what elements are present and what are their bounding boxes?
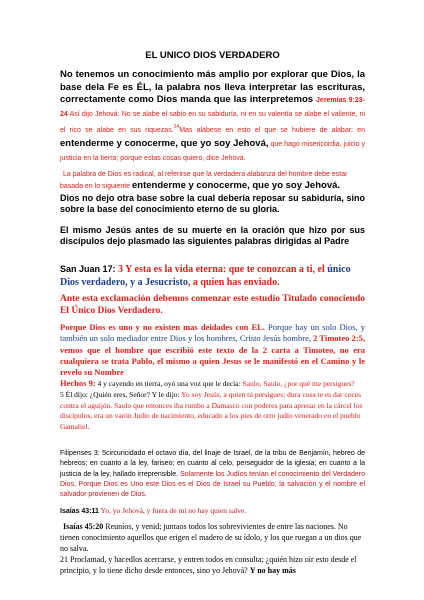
hechos-verse-4: 4 y cayendo en tierra, oyó una voz que le decía:	[95, 379, 243, 388]
hechos-voice: Saulo, Saulo, ¿por qué me persigues?	[242, 379, 355, 388]
intro-text: No tenemos un conocimiento más amplio por explorar que Dios, la base dela Fe es ÉL, la palabra nos lleva interpretar las escrituras, correctamente como Dios manda que las interpretemos	[60, 69, 365, 106]
hechos-jesus-reply: Yo soy Jesús, a quien tú persigues; dura cosa te es dar coces contra el aguijón. Saulo que entonces iba rumbo a Damasco con poderes para apresar en la cárcel los discípulos, era un varón Judío de nacimiento, educado a los pies de otro judío venerado en el pueblo Gamaliel.	[60, 389, 363, 432]
key-phrase: entenderme y conocerme, que yo soy Jehová,	[60, 138, 269, 150]
base-paragraph: Dios no dejo otra base sobre la cual debería reposar su sabiduría, sino sobre la base del conocimiento eterno de su gloria.	[60, 193, 365, 214]
verse-number: 24	[173, 124, 180, 131]
page-title: EL UNICO DIOS VERDADERO	[145, 50, 280, 61]
radical-paragraph	[60, 170, 365, 192]
isaias-43-paragraph	[60, 505, 365, 517]
filipenses-commentary: Solamente los Judíos tenían el conocimiento del Verdadero Dios, Porque Dios es Uno este Dios es el Dios de Israel su Pueblo, la salvación y el nombre el salvador provienen de Dios.	[60, 470, 365, 499]
isaias-45-continuation: Y no hay más	[249, 566, 296, 575]
radical-text: La palabra de Dios es radical, al referirse que la verdadera alabanza del hombre debe estar basada en lo siguiente	[60, 171, 348, 190]
hechos-paragraph	[60, 378, 365, 433]
intro-paragraph	[60, 69, 365, 165]
juan-paragraph	[60, 263, 365, 289]
radical-key-phrase: entenderme y conocerme, que yo soy Jehová.	[132, 179, 341, 191]
filipenses-paragraph	[60, 449, 365, 500]
hechos-verse-5: 5 Él dijo: ¿Quién eres, Señor? Y le dijo:	[60, 389, 182, 399]
juan-reference: San Juan 17:	[60, 264, 116, 274]
filipenses-verse: Filipenses 3: 5circuncidado el octavo día, del linaje de Israel, de la tribu de Benjamín, hebreo de hebreos; en cuanto a la ley, fariseo; en cuanto al celo, perseguidor de la iglesia; en cuanto a la justicia de la ley, hallado irreprensible.	[60, 450, 365, 478]
timoteo-verse: Porque hay un solo Dios, y también un solo mediador entre Dios y los hombres, Cristo Jesús hombre,	[60, 322, 365, 344]
isaias-43-reference: Isaías 43:11	[60, 508, 99, 515]
jeremias-reference: Jeremías 9:23-24	[60, 97, 365, 118]
study-intro: Ante esta exclamación debemos comenzar este estudio Titulado conociendo El Único Dios Verdadero.	[60, 294, 365, 316]
juan-highlight-god: único Dios verdadero	[60, 264, 351, 288]
hechos-reference: Hechos 9:	[60, 378, 96, 388]
juan-verse-text: Y esta es la vida eterna: que te conozcan a ti, el	[123, 264, 328, 275]
isaias-43-verse: Yo, yo Jehová, y fuera de mí no hay quien salve.	[98, 506, 247, 515]
one-god-statement: Porque Dios es uno y no existen mas deidades con EL.	[60, 322, 265, 332]
jeremias-verse-23: Así dijo Jehová: No se alabe el sabio en su sabiduría, ni en su valentía se alabe el valiente, ni el rico se alabe en sus riquezas.	[60, 110, 365, 135]
juan-verse-end: , a quien has enviado.	[187, 277, 280, 288]
timoteo-commentary: 2 Timoteo 2:5, vemos que el hombre que escribió este texto de la 2 carta a Timoteo, no era cualquiera se trata Pablo, el mismo a quien Jesus se le manifestó en el Camino y le revelo su Nombre	[60, 333, 365, 378]
isaias-45-verse-21: 21 Proclamad, y hacedlos acercarse, y entren todos en consulta; ¿quién hizo oír esto desde el principio, y lo tiene dicho desde entonces, sino yo Jehová?	[60, 555, 357, 575]
juan-verse-number: 3	[118, 264, 124, 275]
isaias-45-paragraph	[60, 521, 365, 576]
isaias-45-verse-20: Reuníos, y venid; juntaos todos los sobrevivientes de entre las naciones. No tienen conocimiento aquellos que erigen el madero de su ídolo, y los que ruegan a un dios que no salva.	[60, 522, 362, 553]
isaias-45-reference: Isaías 45:20	[63, 522, 104, 531]
jeremias-verse-end: que hago misericordia, juicio y justicia en la tierra; porque estas cosas quiero, dice Jehová.	[60, 141, 365, 162]
timoteo-paragraph	[60, 322, 365, 378]
prayer-paragraph: El mismo Jesús antes de su muerte en la oración que hizo por sus discípulos dejo plasmado las siguientes palabras dirigidas al Padre	[60, 225, 365, 246]
jeremias-verse-24: Mas alábese en esto el que se hubiere de alabar: en	[179, 127, 365, 135]
juan-highlight-jesus: , y a Jesucristo	[125, 277, 188, 288]
